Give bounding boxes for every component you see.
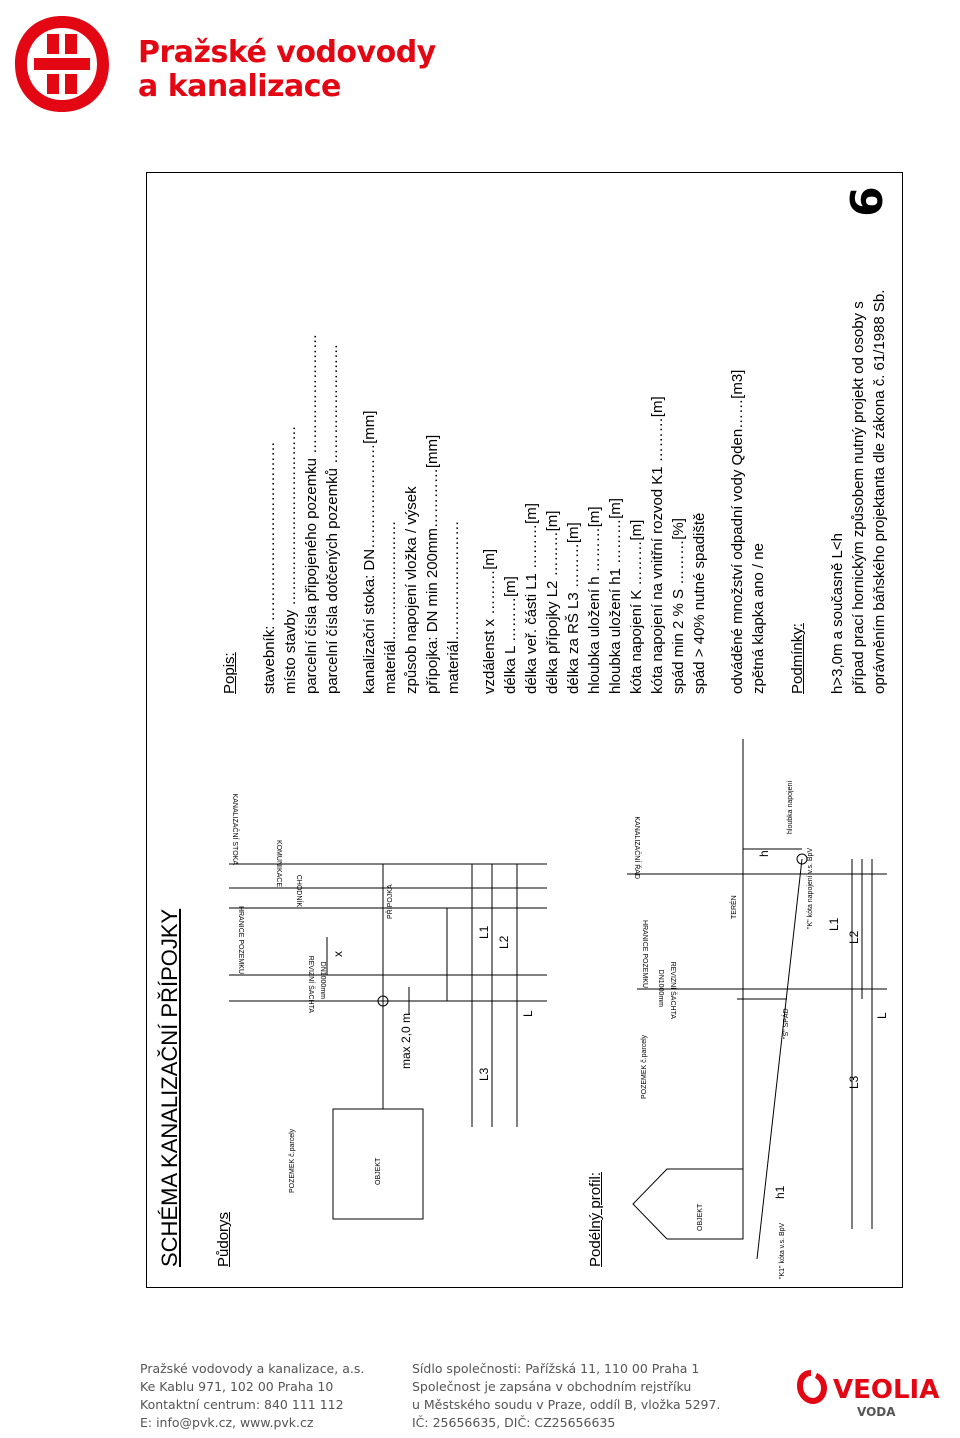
condition-3: oprávněním báňského projektanta dle zákona č. 61/1988 Sb. (871, 289, 888, 694)
profile-pozemek-label: POZEMEK č.parcely (641, 1034, 648, 1099)
footer-ids: IČ: 25656635, DIČ: CZ25656635 (412, 1415, 616, 1430)
plan-l1-label: L1 (477, 925, 491, 939)
page-number: 6 (841, 186, 893, 217)
plan-x-label: x (331, 951, 345, 957)
sheet-title: SCHÉMA KANALIZAČNÍ PŘÍPOJKY (157, 908, 182, 1267)
popis-row-pripojka: přípojka: DN min 200mm…………[mm] (424, 434, 441, 694)
plan-sachta-dn: DN1000mm (319, 961, 326, 999)
sheet-content (147, 173, 904, 1289)
profile-hloubka-label: hloubka napojení (787, 780, 794, 834)
plan-max-label: max 2,0 m (399, 1012, 413, 1069)
popis-row-spadiste: spád > 40% nutné spadiště (691, 512, 708, 694)
brand-line-1: Pražské vodovody (138, 35, 436, 70)
veolia-name: VEOLIA (833, 1375, 940, 1405)
popis-row-stavebnik: stavebník: ……………………………… (261, 441, 278, 694)
popis-row-L: délka L ………[m] (502, 576, 519, 694)
plan-l3-label: L3 (477, 1067, 491, 1081)
plan-pozemek-label: POZEMEK č.parcely (289, 1128, 296, 1193)
popis-row-stoka: kanalizační stoka: DN…………………[mm] (361, 410, 378, 694)
plan-heading: Půdorys (215, 1211, 232, 1267)
condition-1: h>3,0m a současně L<h (829, 533, 846, 694)
plan-pripojka-label: PŘÍPOJKA (387, 884, 394, 919)
popis-row-K: kóta napojení K ………[m] (628, 519, 645, 694)
profile-spad-label: "S" SPÁD (783, 1008, 790, 1039)
popis-row-x: vzdálenst x ………[m] (481, 548, 498, 694)
plan-l-label: L (521, 1010, 535, 1017)
plan-hranice-label: HRANICE POZEMKU (237, 905, 244, 974)
profile-l3-label: L3 (847, 1075, 861, 1089)
popis-row-parcela-dotceny: parcelní čísla dotčených pozemků …………………… (324, 343, 341, 694)
popis-row-pripojka-material: materiál…………………… (445, 520, 462, 694)
popis-row-zpusob: způsob napojení vložka / výsek (403, 486, 420, 694)
popis-row-parcela-pripojeny: parcelní čísla připojeného pozemku …………………… (303, 333, 320, 694)
footer-email: E: info@pvk.cz, www.pvk.cz (140, 1415, 314, 1430)
popis-row-L3: délka za RŠ L3 ………[m] (565, 522, 582, 694)
plan-chodnik-label: CHODNÍK (295, 874, 302, 907)
veolia-logo-icon (795, 1364, 955, 1420)
footer-court: u Městského soudu v Praze, oddíl B, vložka 5297. (412, 1397, 721, 1412)
profile-l1-label: L1 (827, 917, 841, 931)
brand-name (138, 36, 436, 104)
profile-k-kota-label: "K" kóta napojení v.s. BpV (807, 847, 814, 929)
profile-l-label: L (875, 1012, 889, 1019)
popis-row-klapka: zpětná klapka ano / ne (750, 543, 767, 694)
brand-line-2: a kanalizace (138, 69, 341, 104)
profile-h1-label: h1 (773, 1185, 787, 1199)
profile-objekt-label: OBJEKT (697, 1203, 704, 1231)
veolia-sub: VODA (857, 1405, 896, 1419)
popis-row-misto: místo stavby ……………………………… (282, 425, 299, 694)
plan-stoka-label: KANALIZAČNÍ STOKA (231, 793, 238, 865)
drawing-sheet (146, 172, 903, 1288)
plan-komunikace-label: KOMUNIKACE (275, 839, 282, 887)
profile-k1-kota-label: "K1" kóta v.s. BpV (779, 1222, 786, 1279)
popis-row-stoka-material: materiál…………………… (382, 520, 399, 694)
popis-row-S: spád min 2 % S ………[%] (670, 518, 687, 694)
condition-2: případ prací hornickým způsobem nutný projekt od osoby s (850, 301, 867, 694)
footer-left (140, 1360, 364, 1432)
footer-register: Společnost je zapsána v obchodním rejstříku (412, 1379, 692, 1394)
profile-l2-label: L2 (847, 930, 861, 944)
popis-row-L2: délka přípojky L2 ………[m] (544, 510, 561, 694)
popis-row-h1: hloubka uložení h1 ………[m] (607, 498, 624, 694)
popis-row-h: hloubka uložení h ………[m] (586, 506, 603, 694)
plan-objekt-label: OBJEKT (375, 1157, 382, 1185)
profile-teren-label: TERÉN (731, 895, 738, 919)
plan-sachta-label: REVIZNÍ ŠACHTA (307, 955, 314, 1013)
footer-right (412, 1360, 720, 1432)
profile-sachta-label: REVIZNÍ ŠACHTA (669, 961, 676, 1019)
footer-seat: Sídlo společnosti: Pařížská 11, 110 00 Praha 1 (412, 1361, 700, 1376)
profile-sachta-dn: DN1000mm (657, 969, 664, 1007)
footer-company: Pražské vodovody a kanalizace, a.s. (140, 1361, 365, 1376)
profile-rad-label: KANALIZAČNÍ ŘAD (633, 816, 640, 879)
profile-heading: Podélný profil: (587, 1171, 604, 1267)
conditions-heading: Podmínky: (789, 623, 806, 694)
profile-h-label: h (757, 850, 771, 857)
plan-l2-label: L2 (497, 935, 511, 949)
footer-address: Ke Kablu 971, 102 00 Praha 10 (140, 1379, 334, 1394)
popis-heading: Popis: (221, 652, 238, 694)
popis-row-K1: kóta napojení na vnitřní rozvod K1 ………[m] (649, 396, 666, 694)
footer-contact: Kontaktní centrum: 840 111 112 (140, 1397, 344, 1412)
popis-row-qden: odváděné množství odpadní vody Qden……[m3] (729, 369, 746, 694)
popis-row-L1: délka veř. části L1 ………[m] (523, 503, 540, 694)
profile-hranice-label: HRANICE POZEMKU (641, 919, 648, 988)
